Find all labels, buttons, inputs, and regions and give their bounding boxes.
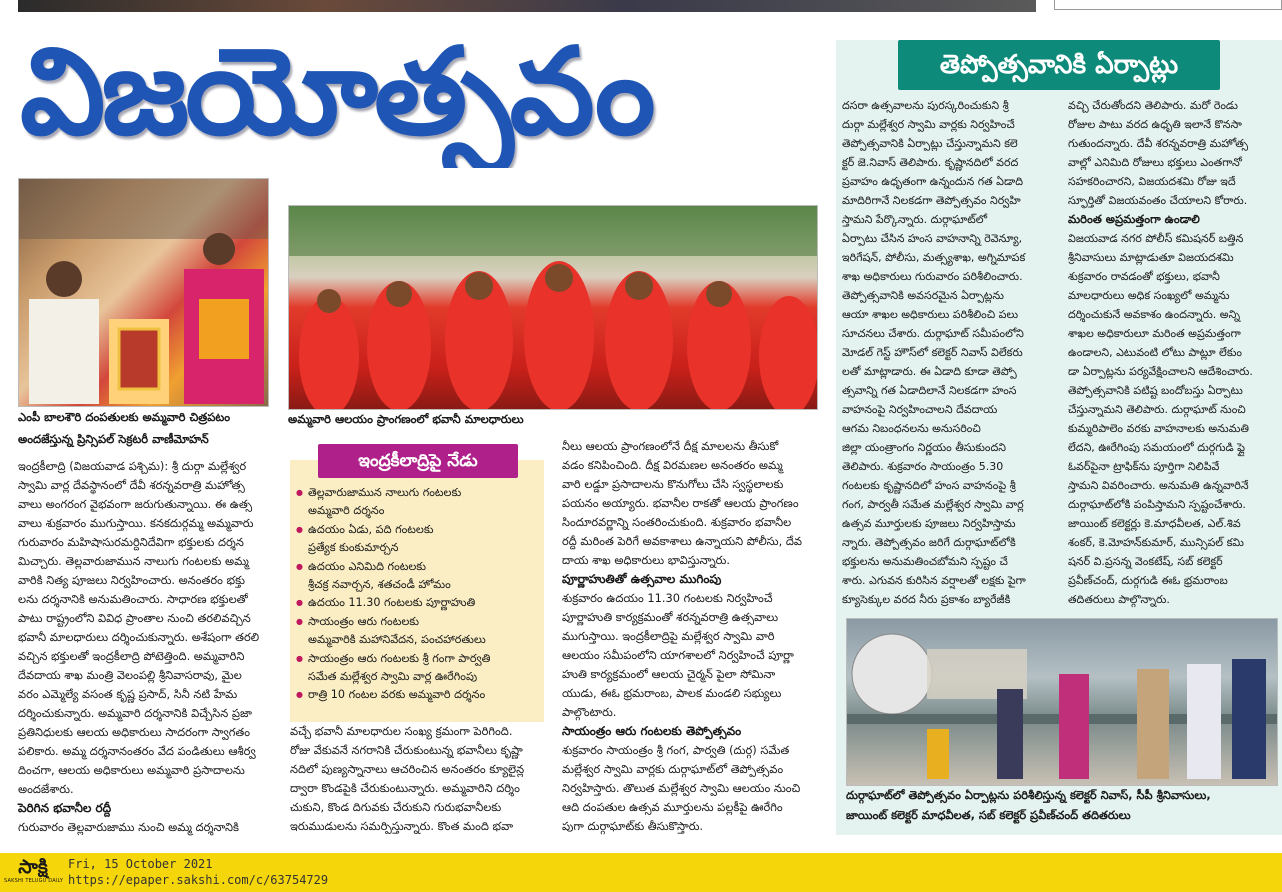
photo-mp-presentation <box>18 178 269 407</box>
headline: విజయోత్సవం <box>20 23 652 162</box>
col5-line: షనర్‌ వి.ప్రసన్న వెంకటేష్‌, సబ్‌ కలెక్టర్‌ <box>1068 555 1223 568</box>
col4-line: తెప్పోత్సవానికి అవసరమైన ఏర్పాట్లను <box>842 289 1004 302</box>
col1-line: పాటు రాష్ట్రంలోని వివిధ ప్రాంతాల నుంచి తరలివచ్చిన <box>18 611 251 625</box>
footer-date: Fri, 15 October 2021 <box>68 857 213 871</box>
col1-line: అందజేశారు. <box>18 782 74 796</box>
col4-line: వాహనంపై నిర్వహించాలని దేవదాయ <box>842 403 998 416</box>
bullet-icon: ● <box>296 690 303 700</box>
col3-body <box>562 437 818 836</box>
col4-line: త్సవాన్ని గత ఏడాదిలానే నిలకడగా హంస <box>842 384 1017 397</box>
col1-line: దర్శించుకున్నారు. అమ్మవారి దర్శనానికి విచ్చేసిన ప్రజా <box>18 706 252 720</box>
col1-tail: గురువారం తెల్లవారుజాము నుంచి అమ్మ దర్శనానికి <box>18 820 239 834</box>
col3-line: శుక్రవారం సాయంత్రం శ్రీ గంగ, పార్వతి (దుర్గ) సమేత <box>562 743 790 757</box>
col5-line: గుతుందన్నారు. దేవీ శరన్నవరాత్రి మహోత్స <box>1068 137 1249 150</box>
col4-line: ఉత్సవ మూర్తులకు పూజలు నిర్వహిస్తామ <box>842 517 1016 530</box>
schedule-item-text: రాత్రి 10 గంటల వరకు అమ్మవారి దర్శనం <box>308 688 486 702</box>
photo3-caption-line1: దుర్గాఘాట్‌లో తెప్పోత్సవం ఏర్పాట్లను పరిశీలిస్తున్న కలెక్టర్‌ నివాస్‌, సీపీ శ్రీనివాసులు, <box>846 788 1211 802</box>
col1-line: వరం ఎమ్మెల్యే వసంత కృష్ణ ప్రసాద్‌, సినీ నటి హేమ <box>18 687 238 701</box>
col5-line: ప్రవీణ్‌చంద్‌, దుర్గగుడి ఈఓ భ్రమరాంబ <box>1068 574 1228 587</box>
schedule-item <box>296 686 542 704</box>
col2-line: వచ్చే భవానీ మాలధారుల సంఖ్య క్రమంగా పెరిగింది. <box>290 724 513 738</box>
photo-durgaghat-inspection <box>846 618 1278 786</box>
col4-line: శారు. ఎగువన కురిసిన వర్షాలతో లక్షకు పైగా <box>842 574 1026 587</box>
photo3-caption-line2: జాయింట్‌ కలెక్టర్‌ మాధవీలత, సబ్‌ కలెక్టర్‌ ప్రవీణ్‌చంద్‌ తదితరులు <box>846 808 1131 822</box>
col3-line: మల్లేశ్వర స్వామి వార్లకు దుర్గాఘాట్‌లో తెప్పోత్సవం <box>562 762 784 776</box>
col4-line: ప్రవాహం ఉధృతంగా ఉన్నందున గత ఏడాది <box>842 175 1023 188</box>
col3-line: సిందూరవర్ణాన్ని సంతరించుకుంది. శుక్రవారం భవానీల <box>562 515 792 529</box>
bullet-icon: ● <box>296 561 303 571</box>
col4-line: ఆగమ నిబంధనలను అనుసరించి <box>842 422 981 435</box>
col5-line: తెప్పోత్సవానికి పటిష్ట బందోబస్తు ఏర్పాటు <box>1068 384 1243 397</box>
col5-line: మాలధారులు అధిక సంఖ్యలో అమ్మను <box>1068 289 1230 302</box>
col4-line: తెప్పోత్సవానికి ఏర్పాట్లు చేస్తున్నామని కలె <box>842 137 1018 150</box>
col5-subhead: మరింత అప్రమత్తంగా ఉండాలి <box>1068 212 1200 226</box>
col1-line: భవానీ మాలధారులు దర్శించుకున్నారు. అశేషంగా తరలి <box>18 630 260 644</box>
schedule-item-text: తెల్లవారుజామున నాలుగు గంటలకు అమ్మవారి దర్శనం <box>308 486 462 518</box>
col5-line: రోజుల పాటు వరద ఉధృతి ఇలానే కొనసా <box>1068 118 1242 131</box>
col5-line: శ్రీనివాసులు మాట్లాడుతూ విజయదశమి <box>1068 251 1234 264</box>
col5-line: శంకర్‌, కె.మోహన్‌కుమార్‌, మున్సిపల్‌ కమి <box>1068 536 1244 549</box>
col3-line: నిర్వహిస్తారు. తొలుత మల్లేశ్వర స్వామి ఆలయం నుంచి <box>562 781 801 795</box>
col5-line: విజయవాడ నగర పోలీస్‌ కమిషనర్‌ బత్తిన <box>1068 232 1244 245</box>
col5-line: డా ఏర్పాట్లను పర్యవేక్షించాలని ఆదేశించారు. <box>1068 365 1253 378</box>
col4-line: జిల్లా యంత్రాంగం నిర్ణయం తీసుకుందని <box>842 441 1006 454</box>
sakshi-logo <box>4 856 62 890</box>
photo1-caption-line2: అందజేస్తున్న ప్రిన్సిపల్‌ సెక్రటరీ వాణీమోహన్‌ <box>18 432 209 446</box>
photo2-caption: అమ్మవారి ఆలయం ప్రాంగణంలో భవానీ మాలధారులు <box>288 412 524 426</box>
col3-line: శుక్రవారం ఉదయం 11.30 గంటలకు నిర్వహించే <box>562 591 773 605</box>
col4-line: లతో మాట్లాడారు. ఈ ఏడాది కూడా తెప్పో <box>842 365 1017 378</box>
col2-line: చుకుని, కొండ దిగువకు చేరుకుని గురుభవానీలకు <box>290 800 502 814</box>
col4-line: దసరా ఉత్సవాలను పురస్కరించుకుని శ్రీ <box>842 99 1009 112</box>
schedule-title: ఇంద్రకీలాద్రిపై నేడు <box>318 444 518 478</box>
col3-line: హుతి కార్యక్రమంలో ఆలయ చైర్మన్‌ పైలా సోమినా <box>562 667 776 681</box>
schedule-item <box>296 484 542 521</box>
col4-line: మోడల్‌ గెస్ట్‌ హౌస్‌లో కలెక్టర్‌ నివాస్‌ విలేకరు <box>842 346 1023 359</box>
col5-line: స్తామని వివరించారు. అనుమతి ఉన్నవారినే <box>1068 479 1249 492</box>
col5-line: జాయింట్‌ కలెక్టర్లు కె.మాధవీలత, ఎల్‌.శివ <box>1068 517 1241 530</box>
bullet-icon: ● <box>296 616 303 626</box>
col3-line: దాయ శాఖ అధికారులు భావిస్తున్నారు. <box>562 553 730 567</box>
col1-line: ఇంద్రకీలాద్రి (విజయవాడ పశ్చిమ): శ్రీ దుర్గా మల్లేశ్వర <box>18 459 247 473</box>
col5-line: చేస్తున్నామని తెలిపారు. దుర్గాఘాట్‌ నుంచి <box>1068 403 1246 416</box>
col5-line: వాల్లో ఎనిమిది రోజులు భక్తులు ఎంతగానో <box>1068 156 1242 169</box>
col4-line: ఆయా శాఖల అధికారులు పరిశీలించి పలు <box>842 308 1019 321</box>
photo-bhavani-devotees <box>288 205 818 410</box>
col5-line: దర్శించుకునే అవకాశం ఉందన్నారు. అన్ని <box>1068 308 1241 321</box>
col4-line: సూచనలు చేశారు. దుర్గాఘాట్‌ సమీపంలోని <box>842 327 1024 340</box>
col5-line: తదితరులు పాల్గొన్నారు. <box>1068 593 1170 606</box>
col1-line: వచ్చిన భక్తులతో ఇంద్రకీలాద్రి పోటెత్తింది. అమ్మవారిని <box>18 649 245 663</box>
bullet-icon: ● <box>296 598 303 608</box>
col4-line: న్నారు. తెప్పోత్సవం జరిగే దుర్గాఘాట్‌లోకి <box>842 536 1016 549</box>
col3-line: పయనం అయ్యారు. భవానీల రాకతో ఆలయ ప్రాంగణం <box>562 496 799 510</box>
col5-line: కుమ్మరిపాలెం వరకు వాహనాలకు అనుమతి <box>1068 422 1249 435</box>
col4-line: ఏర్పాటు చేసిన హంస వాహనాన్ని రెవెన్యూ, <box>842 232 1023 245</box>
col1-subhead: పెరిగిన భవానీల రద్దీ <box>18 801 112 815</box>
col3-line: వడం కనిపించింది. దీక్ష విరమణల అనంతరం అమ్మ <box>562 458 783 472</box>
col1-line: మిచ్చారు. తెల్లవారుజామున నాలుగు గంటలకు అమ్మ <box>18 554 249 568</box>
schedule-item <box>296 613 542 650</box>
bullet-icon: ● <box>296 653 303 663</box>
photo1-caption-line1: ఎంపీ బాలశౌరి దంపతులకు అమ్మవారి చిత్రపటం <box>18 410 231 424</box>
col4-line: భక్తులను అనుమతించబోమని స్పష్టం చే <box>842 555 1008 568</box>
col4-line: క్టర్‌ జె.నివాస్‌ తెలిపారు. కృష్ణానదిలో వరద <box>842 156 1019 169</box>
schedule-item-text: ఉదయం 11.30 గంటలకు పూర్ణాహుతి <box>308 596 476 610</box>
bullet-icon: ● <box>296 488 303 497</box>
schedule-item-text: సాయంత్రం ఆరు గంటలకు అమ్మవారికి మహానివేదన, పంచహారతులు <box>308 614 486 647</box>
col4-body <box>842 96 1056 609</box>
sakshi-logo-sub: SAKSHI TELUGU DAILY <box>4 878 64 884</box>
top-right-box <box>1054 0 1282 10</box>
schedule-item <box>296 650 542 687</box>
col3-subhead1: పూర్ణాహుతితో ఉత్సవాల ముగింపు <box>562 572 722 586</box>
col3-line: ముగుస్తాయి. ఇంద్రకీలాద్రిపై మల్లేశ్వర స్వామి వారి <box>562 629 775 643</box>
col1-body <box>18 457 276 837</box>
col4-line: శాఖ అధికారులు గురువారం పరిశీలించారు. <box>842 270 1023 283</box>
col1-line: దించగా, ఆలయ అధికారులు అమ్మవారి ప్రసాదాలను <box>18 763 245 777</box>
col1-line: వాలు అంగరంగ వైభవంగా జరుగుతున్నాయి. ఈ ఉత్స <box>18 497 253 511</box>
col3-line: ఆది దంపతుల ఉత్సవ మూర్తులను పల్లకీపై ఊరేగిం <box>562 800 783 814</box>
col1-line: గురువారం మహిషాసురమర్దినిదేవిగా భక్తులకు దర్శన <box>18 535 244 549</box>
schedule-item <box>296 558 542 595</box>
top-photo-strip <box>18 0 1036 12</box>
col1-line: దేవదాయ శాఖ మంత్రి వెలంపల్లి శ్రీనివాసరావు, మైల <box>18 668 242 682</box>
col3-line: పూర్ణాహుతి కార్యక్రమంతో శరన్నవరాత్రి ఉత్సవాలు <box>562 610 779 624</box>
col5-line: వచ్చి చేరుతోందని తెలిపారు. మరో రెండు <box>1068 99 1238 112</box>
col2-line: ఇరుముడులను సమర్పిస్తున్నారు. కొంత మంది భవా <box>290 819 514 833</box>
col2-body <box>290 722 546 836</box>
col3-line: ఆలయం సమీపంలోని యాగశాలలో నిర్వహించే పూర్ణా <box>562 648 794 662</box>
col5-line: శుక్రవారం రావడంతో భక్తులు, భవానీ <box>1068 270 1220 283</box>
col1-line: పలికారు. అమ్మ దర్శనానంతరం వేద పండితులు ఆశీర్వ <box>18 744 256 758</box>
col2-line: ద్వారా కొండపైకి చేరుకుంటున్నారు. అమ్మవారిని దర్శిం <box>290 781 520 795</box>
col5-line: ఓవర్‌పైనా ట్రాఫిక్‌ను పూర్తిగా నిలిపివే <box>1068 460 1220 473</box>
col5-body <box>1068 96 1282 609</box>
col3-line: యుడు, ఈఓ భ్రమరాంబ, పాలక మండలి సభ్యులు <box>562 686 782 700</box>
col4-line: ఇరిగేషన్‌, పోలీసు, మత్స్యశాఖ, అగ్నిమాపక <box>842 251 1026 264</box>
col4-line: స్తామని పేర్కొన్నారు. దుర్గాఘాట్‌లో <box>842 213 988 226</box>
col1-line: వారికి నిత్య పూజలు నిర్వహించారు. అనంతరం భక్తు <box>18 573 245 587</box>
col5-line: స్ఫూర్తితో విజయవంతం చేయాలని కోరారు. <box>1068 194 1248 207</box>
col4-line: గంటలకు కృష్ణానదిలో హంస వాహనంపై శ్రీ <box>842 479 1016 492</box>
col4-line: దుర్గా మల్లేశ్వర స్వామి వార్లకు నిర్వహించే <box>842 118 1015 131</box>
col3-line: వారి లడ్డూ ప్రసాదాలను కొనుగోలు చేసి స్వస్థలాలకు <box>562 477 784 491</box>
col3-line: పాల్గొంటారు. <box>562 705 617 719</box>
footer-url[interactable]: https://epaper.sakshi.com/c/63754729 <box>68 873 329 887</box>
col1-line: ప్రతినిధులకు ఆలయ అధికారులు సాదరంగా స్వాగతం <box>18 725 251 739</box>
col5-line: దుర్గాఘాట్‌లోకి పంపిస్తామని స్పష్టంచేశారు. <box>1068 498 1246 511</box>
schedule-item <box>296 521 542 558</box>
col5-line: ఉండాలని, ఎటువంటి లోటు పాట్లూ లేకుం <box>1068 346 1242 359</box>
col1-line: స్వామి వార్ల దేవస్థానంలో దేవీ శరన్నవరాత్రి మహోత్స <box>18 478 245 492</box>
col2-line: రోజు వేకువనే నగరానికి చేరుకుంటున్న భవానీలు కృష్ణా <box>290 743 523 757</box>
schedule-item-text: ఉదయం ఏడు, పది గంటలకు ప్రత్యేక కుంకుమార్చన <box>308 522 434 555</box>
col3-line: నీలు ఆలయ ప్రాంగణంలోనే దీక్ష మాలలను తీసుకో <box>562 439 779 453</box>
col4-line: మాదిరిగానే నిలకడగా తెప్పోత్సవం నిర్వహి <box>842 194 1021 207</box>
col1-line: లను దర్శనానికి అనుమతించారు. సాధారణ భక్తులతో <box>18 592 248 606</box>
col3-line: పుగా దుర్గాఘాట్‌కు తీసుకొస్తారు. <box>562 819 704 833</box>
col5-line: సహకరించారని, విజయదశమి రోజు ఇదే <box>1068 175 1236 188</box>
side-title: తెప్పోత్సవానికి ఏర్పాట్లు <box>898 40 1220 90</box>
col4-line: తెలిపారు. శుక్రవారం సాయంత్రం 5.30 <box>842 460 1004 473</box>
sakshi-logo-text: సాక్షి <box>18 856 48 878</box>
col1-line: వాలు శుక్రవారం ముగుస్తాయి. కనకదుర్గమ్మ అమ్మవారు <box>18 516 254 530</box>
col3-line: రద్దీ మరింత పెరిగే అవకాశాలు ఉన్నాయని పోలీసు, దేవ <box>562 534 802 548</box>
col5-line: లేదని, ఊరేగింపు సమయంలో దుర్గగుడి ఫ్లై <box>1068 441 1245 454</box>
col3-subhead2: సాయంత్రం ఆరు గంటలకు తెప్పోత్సవం <box>562 724 742 738</box>
schedule-item-text: ఉదయం ఎనిమిది గంటలకు శ్రీచక్ర నవార్చన, శతచండీ హోమం <box>308 559 451 592</box>
col5-line: శాఖల అధికారులూ మరింత అప్రమత్తంగా <box>1068 327 1241 340</box>
col2-line: నదిలో పుణ్యస్నానాలు ఆచరించిన అనంతరం క్యూలైన్ల <box>290 762 525 776</box>
col4-line: గంగ, పార్వతీ సమేత మల్లేశ్వర స్వామి వార్ల <box>842 498 1024 511</box>
bullet-icon: ● <box>296 524 303 534</box>
col4-line: క్యూసెక్కుల వరద నీరు ప్రకాశం బ్యారేజీకి <box>842 593 1011 606</box>
schedule-list <box>296 484 542 705</box>
schedule-item <box>296 594 542 612</box>
schedule-item-text: సాయంత్రం ఆరు గంటలకు శ్రీ గంగా పార్వతి సమేత మల్లేశ్వర స్వామి వార్ల ఊరేగింపు <box>308 651 491 684</box>
